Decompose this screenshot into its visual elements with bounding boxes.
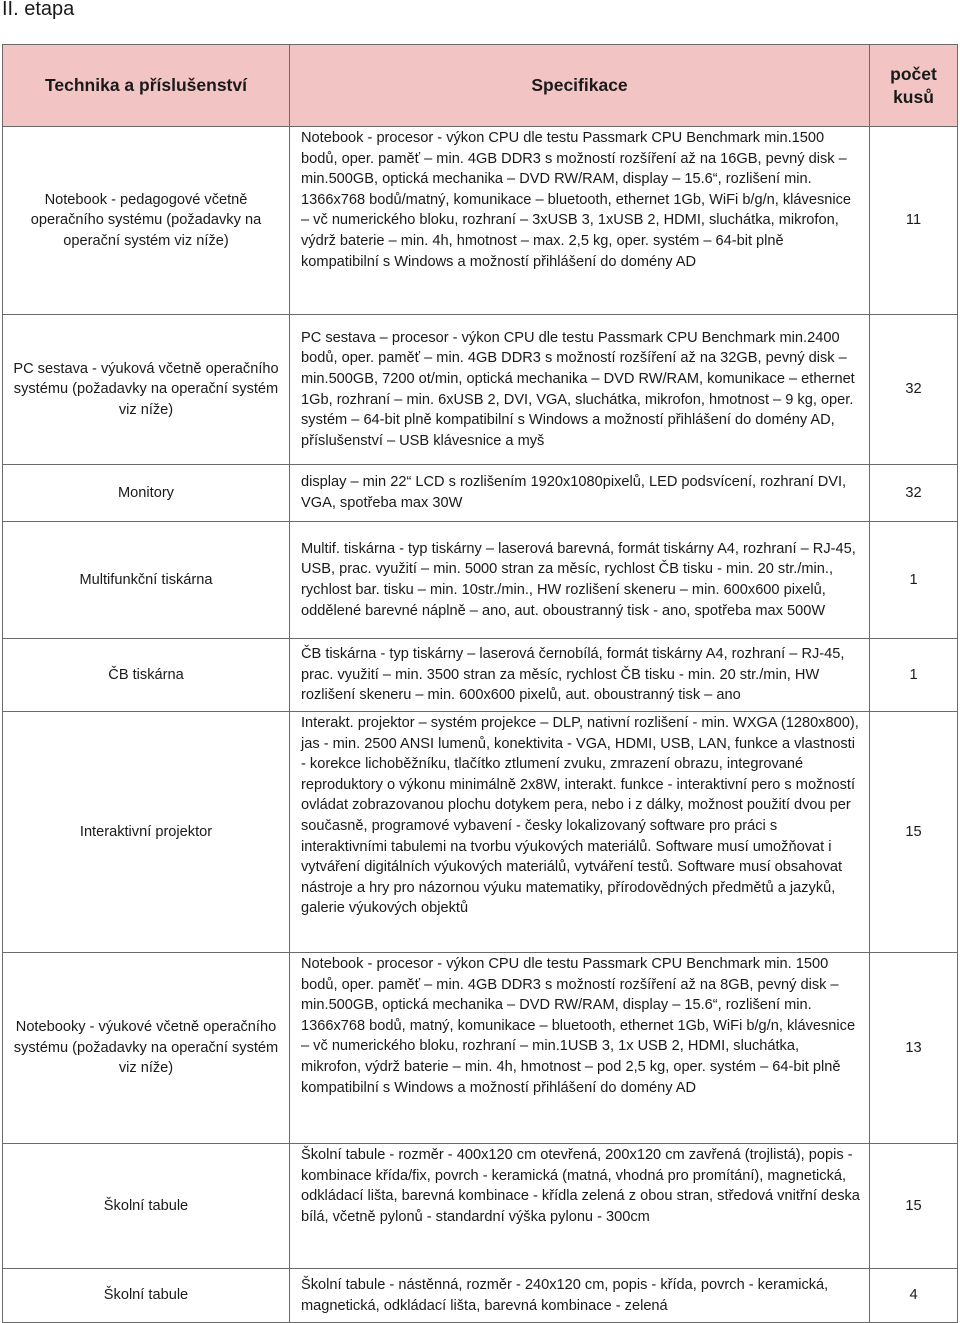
row-spec: Notebook - procesor - výkon CPU dle testu Passmark CPU Benchmark min. 1500 bodů, oper. paměť – min. 4GB DDR3 s možností rozšíření až na 8GB, pevný disk – min.500GB, optická mechanika – DVD RW/RAM, display – 15.6“, rozlišení min. 1366x768 bodů, matný, komunikace – bluetooth, ethernet 1Gb, WiFi b/g/n, klávesnice – vč numerického bloku, rozhraní – min.1USB 3, 1x USB 2, HDMI, sluchátka, mikrofon, výdrž baterie – min. 4h, hmotnost – pod 2,5 kg, oper. systém – 64-bit plně kompatibilní s Windows a možností přihlášení do domény AD — [290, 953, 870, 1144]
equipment-table — [2, 44, 958, 1323]
row-item: Interaktivní projektor — [3, 712, 290, 953]
row-item: PC sestava - výuková včetně operačního systému (požadavky na operační systém viz níže) — [3, 315, 290, 465]
row-qty: 15 — [870, 1144, 958, 1269]
header-qty: počet kusů — [870, 45, 958, 127]
row-item: Notebooky - výukové včetně operačního systému (požadavky na operační systém viz níže) — [3, 953, 290, 1144]
row-spec: ČB tiskárna - typ tiskárny – laserová černobílá, formát tiskárny A4, rozhraní – RJ-45, prac. využití – min. 3500 stran za měsíc, rychlost ČB tisku - min. 20 str./min, HW rozlišení skeneru – min. 600x600 pixelů, aut. oboustranný tisk – ano — [290, 639, 870, 712]
row-qty: 11 — [870, 127, 958, 315]
row-item: Notebook - pedagogové včetně operačního systému (požadavky na operační systém viz níže) — [3, 127, 290, 315]
row-spec: Interakt. projektor – systém projekce – DLP, nativní rozlišení - min. WXGA (1280x800), jas - min. 2500 ANSI lumenů, konektivita - VGA, HDMI, USB, LAN, funkce a vlastnosti - korekce lichoběžníku, tlačítko ztlumení zvuku, zmrazení obrazu, integrované reproduktory o výkonu minimálně 2x8W, interakt. funkce - interaktivní pero s možností ovládat zobrazovanou plochu dotykem pera, nebo i z dálky, možnost použití dvou per současně, programové vybavení - česky lokalizovaný software pro práci s interaktivními tabulemi na tvorbu výukových materiálů. Software musí umožňovat i vytváření digitálních výukových materiálů, vytváření testů. Software musí obsahovat nástroje a hry pro názornou výuku matematiky, přírodovědných předmětů a jazyků, galerie výukových objektů — [290, 712, 870, 953]
table-row — [3, 522, 958, 639]
table-row — [3, 465, 958, 522]
header-item: Technika a příslušenství — [3, 45, 290, 127]
table-row — [3, 712, 958, 953]
row-qty: 1 — [870, 522, 958, 639]
row-spec: Multif. tiskárna - typ tiskárny – laserová barevná, formát tiskárny A4, rozhraní – RJ-45, USB, prac. využití – min. 5000 stran za měsíc, rychlost ČB tisku - min. 20 str./min., rychlost bar. tisku – min. 10str./min., HW rozlišení skeneru – min. 600x600 pixelů, oddělené barevné náplně – ano, aut. oboustranný tisk - ano, spotřeba max 500W — [290, 522, 870, 639]
row-qty: 15 — [870, 712, 958, 953]
row-qty: 1 — [870, 639, 958, 712]
row-spec: Školní tabule - rozměr - 400x120 cm otevřená, 200x120 cm zavřená (trojlistá), popis - kombinace křída/fix, povrch - keramická (matná, vhodná pro promítání), magnetická, odkládací lišta, barevná kombinace - křídla zelená z obou stran, středová vnitřní deska bílá, včetně pylonů - standardní výška pylonu - 300cm — [290, 1144, 870, 1269]
table-row — [3, 1144, 958, 1269]
row-qty: 4 — [870, 1269, 958, 1323]
table-row — [3, 953, 958, 1144]
row-qty: 13 — [870, 953, 958, 1144]
table-row — [3, 639, 958, 712]
row-qty: 32 — [870, 465, 958, 522]
table-row — [3, 1269, 958, 1323]
row-spec: Notebook - procesor - výkon CPU dle testu Passmark CPU Benchmark min.1500 bodů, oper. paměť – min. 4GB DDR3 s možností rozšíření až na 16GB, pevný disk – min.500GB, optická mechanika – DVD RW/RAM, display – 15.6“, rozlišení min. 1366x768 bodů/matný, komunikace – bluetooth, ethernet 1Gb, WiFi b/g/n, klávesnice – vč numerického bloku, rozhraní – 3xUSB 3, 1xUSB 2, HDMI, sluchátka, mikrofon, výdrž baterie – min. 4h, hmotnost – max. 2,5 kg, oper. systém – 64-bit plně kompatibilní s Windows a možností přihlášení do domény AD — [290, 127, 870, 315]
row-item: Školní tabule — [3, 1144, 290, 1269]
table-row — [3, 315, 958, 465]
row-item: ČB tiskárna — [3, 639, 290, 712]
row-item: Monitory — [3, 465, 290, 522]
table-header-row — [3, 45, 958, 127]
row-qty: 32 — [870, 315, 958, 465]
header-spec: Specifikace — [290, 45, 870, 127]
row-spec: PC sestava – procesor - výkon CPU dle testu Passmark CPU Benchmark min.2400 bodů, oper. paměť – min. 4GB DDR3 s možností rozšíření až na 32GB, pevný disk – min.500GB, 7200 ot/min, optická mechanika – DVD RW/RAM, komunikace – ethernet 1Gb, rozhraní – min. 6xUSB 2, DVI, VGA, sluchátka, mikrofon, hmotnost – 9 kg, oper. systém – 64-bit plně kompatibilní s Windows a možností přihlášení do domény AD, příslušenství – USB klávesnice a myš — [290, 315, 870, 465]
row-item: Multifunkční tiskárna — [3, 522, 290, 639]
row-item: Školní tabule — [3, 1269, 290, 1323]
row-spec: display – min 22“ LCD s rozlišením 1920x1080pixelů, LED podsvícení, rozhraní DVI, VGA, spotřeba max 30W — [290, 465, 870, 522]
page-title: II. etapa — [2, 0, 75, 20]
row-spec: Školní tabule - nástěnná, rozměr - 240x120 cm, popis - křída, povrch - keramická, magnetická, odkládací lišta, barevná kombinace - zelená — [290, 1269, 870, 1323]
table-row — [3, 127, 958, 315]
